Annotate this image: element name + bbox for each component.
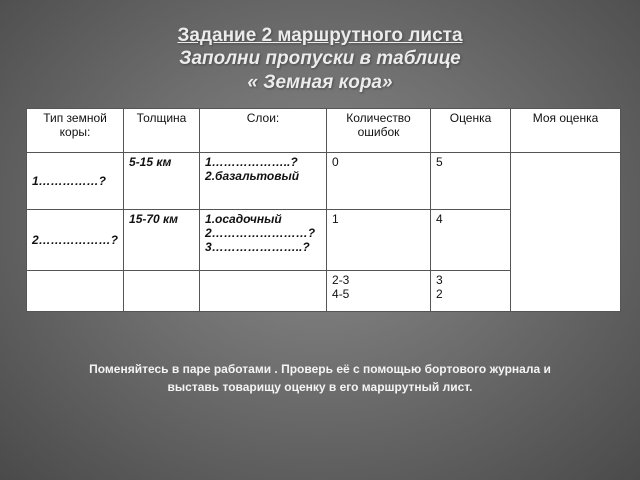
layer-item: 2……………………?: [205, 226, 316, 240]
peer-review-instruction-cont: выставь товарищу оценку в его маршрутный лист.: [167, 380, 473, 394]
grade-cell: 4: [431, 210, 511, 271]
crust-type-cell: [27, 271, 124, 312]
layer-item: 3…………………..?: [205, 240, 310, 254]
error-range: 2-3: [332, 273, 350, 287]
errors-cell: 0: [327, 153, 431, 210]
errors-cell: [327, 271, 431, 312]
peer-review-instruction: Поменяйтесь в паре работами . Проверь её с помощью бортового журнала и: [89, 362, 551, 376]
layers-cell[interactable]: [200, 210, 327, 271]
layer-item: 1………………..?: [205, 155, 298, 169]
crust-type-cell[interactable]: 2………………?: [27, 210, 124, 271]
task-instruction: Заполни пропуски в таблице: [179, 48, 461, 69]
table-header-row: [27, 109, 621, 153]
layers-cell[interactable]: [200, 153, 327, 210]
col-header-my-grade: Моя оценка: [511, 109, 621, 153]
layer-item: 1.осадочный: [205, 212, 282, 226]
task-title: Задание 2 маршрутного листа: [177, 25, 463, 46]
col-header-crust-type: Тип земной коры:: [27, 109, 124, 153]
col-header-layers: Слои:: [200, 109, 327, 153]
grade-value: 2: [436, 287, 443, 301]
my-grade-cell[interactable]: [511, 153, 621, 312]
crust-type-cell[interactable]: 1……………?: [27, 153, 124, 210]
earth-crust-table: [26, 108, 621, 312]
grade-cell: 5: [431, 153, 511, 210]
thickness-cell: 15-70 км: [124, 210, 200, 271]
layer-item: 2.базальтовый: [205, 169, 300, 183]
col-header-grade: Оценка: [431, 109, 511, 153]
table-topic: « Земная кора»: [247, 72, 393, 93]
thickness-cell: [124, 271, 200, 312]
error-range: 4-5: [332, 287, 350, 301]
thickness-cell: 5-15 км: [124, 153, 200, 210]
errors-cell: 1: [327, 210, 431, 271]
layers-cell: [200, 271, 327, 312]
col-header-errors: Количество ошибок: [327, 109, 431, 153]
table-row: [27, 153, 621, 210]
grade-cell: [431, 271, 511, 312]
grade-value: 3: [436, 273, 443, 287]
col-header-thickness: Толщина: [124, 109, 200, 153]
